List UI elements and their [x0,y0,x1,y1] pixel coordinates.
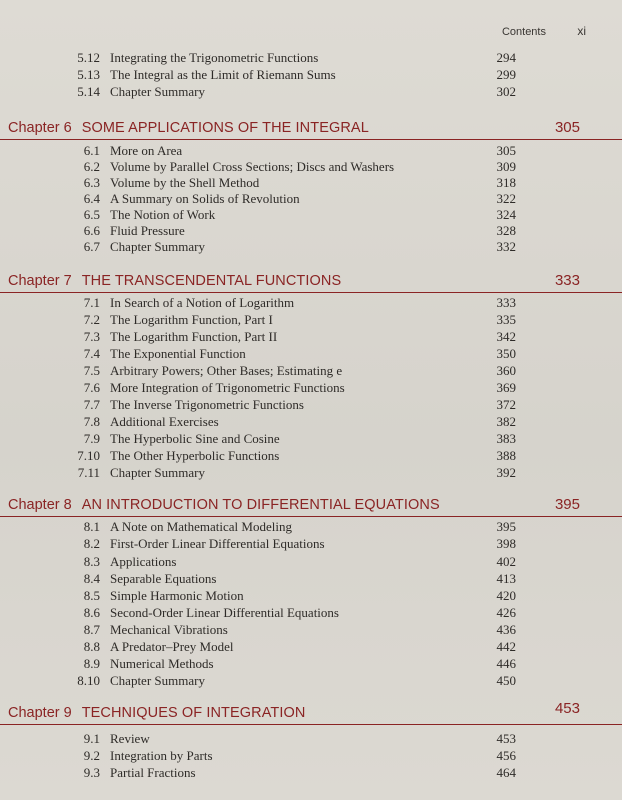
section-title: Additional Exercises [110,414,219,429]
toc-entry [0,536,622,552]
section-page: 392 [496,465,516,480]
section-page: 302 [496,84,516,99]
section-number: 7.1 [83,295,100,310]
section-title: Chapter Summary [110,673,205,688]
section-title: The Logarithm Function, Part II [110,329,278,344]
toc-entry [0,223,622,239]
chapter-label: Chapter 7 [8,273,72,289]
running-header-page-number: xi [577,24,586,38]
chapter-page: 453 [554,700,580,717]
section-title: The Notion of Work [110,207,216,222]
section-number: 5.13 [77,67,100,82]
section-page: 299 [496,67,516,82]
section-number: 7.8 [83,414,100,429]
chapter-title: AN INTRODUCTION TO DIFFERENTIAL EQUATIONS [81,497,440,513]
section-title: Separable Equations [110,571,217,586]
section-page: 342 [496,329,516,344]
section-page: 442 [496,639,516,654]
toc-entry [0,571,622,587]
section-number: 7.4 [83,346,100,361]
section-title: The Inverse Trigonometric Functions [110,397,304,412]
chapter-rule [0,516,622,518]
section-page: 335 [496,312,516,327]
section-page: 383 [496,431,516,446]
section-page: 420 [496,588,516,603]
section-title: The Hyperbolic Sine and Cosine [110,431,280,446]
chapter-title: THE TRANSCENDENTAL FUNCTIONS [81,273,342,289]
toc-entry [0,397,622,413]
toc-entry [0,588,622,604]
toc-entry [0,191,622,207]
section-title: Chapter Summary [110,239,205,254]
section-title: The Exponential Function [110,346,246,361]
section-page: 305 [496,143,516,158]
toc-entry [0,143,622,159]
section-title: More Integration of Trigonometric Functions [110,380,345,395]
section-title: In Search of a Notion of Logarithm [110,295,295,310]
section-number: 9.1 [83,731,100,746]
toc-entry [0,605,622,621]
section-page: 372 [496,397,516,412]
section-title: Chapter Summary [110,84,205,99]
section-number: 8.3 [83,554,100,569]
section-title: Review [110,731,150,746]
section-number: 9.3 [83,765,100,780]
section-title: The Logarithm Function, Part I [110,312,273,327]
toc-entry [0,519,622,535]
toc-entry [0,448,622,464]
section-page: 360 [496,363,516,378]
section-title: Partial Fractions [110,765,196,780]
chapter-heading [0,118,622,140]
section-number: 7.2 [83,312,100,327]
chapter-title: SOME APPLICATIONS OF THE INTEGRAL [81,120,369,136]
section-page: 309 [496,159,516,174]
chapter-rule [0,724,622,726]
section-number: 7.11 [77,465,100,480]
section-title: A Summary on Solids of Revolution [110,191,300,206]
section-page: 453 [496,731,516,746]
section-number: 7.9 [83,431,100,446]
section-page: 388 [496,448,516,463]
chapter-heading [0,700,622,725]
section-number: 8.8 [83,639,100,654]
toc-entry [0,731,622,747]
section-page: 322 [496,191,516,206]
section-page: 450 [496,673,516,688]
section-page: 402 [496,554,516,569]
section-page: 398 [496,536,516,551]
section-page: 413 [496,571,516,586]
toc-entry [0,50,622,66]
section-number: 8.10 [77,673,100,688]
chapter-label: Chapter 9 [8,705,72,721]
section-page: 395 [496,519,516,534]
section-title: More on Area [110,143,183,158]
section-page: 382 [496,414,516,429]
section-number: 7.6 [83,380,100,395]
chapter-page: 333 [554,272,580,289]
section-page: 333 [496,295,516,310]
section-number: 5.14 [77,84,100,99]
section-page: 369 [496,380,516,395]
section-number: 8.9 [83,656,100,671]
section-page: 332 [496,239,516,254]
section-number: 7.3 [83,329,100,344]
section-number: 6.6 [83,223,100,238]
section-number: 8.2 [83,536,100,551]
section-title: Volume by Parallel Cross Sections; Discs and Washers [110,159,395,174]
section-page: 328 [496,223,516,238]
section-page: 426 [496,605,516,620]
section-page: 350 [496,346,516,361]
section-number: 8.4 [83,571,100,586]
chapter-label: Chapter 6 [8,120,72,136]
section-title: A Predator–Prey Model [110,639,234,654]
toc-entry [0,312,622,328]
section-number: 8.6 [83,605,100,620]
toc-entry [0,346,622,362]
toc-entry [0,465,622,481]
section-number: 7.7 [83,397,100,412]
section-page: 436 [496,622,516,637]
section-page: 294 [496,50,516,65]
section-number: 9.2 [83,748,100,763]
toc-entry [0,622,622,638]
toc-entry [0,207,622,223]
toc-entry [0,159,622,175]
section-page: 456 [496,748,516,763]
section-page: 446 [496,656,516,671]
section-title: The Integral as the Limit of Riemann Sums [110,67,336,82]
section-number: 6.2 [83,159,100,174]
toc-entry [0,363,622,379]
section-number: 5.12 [77,50,100,65]
section-title: A Note on Mathematical Modeling [110,519,292,534]
toc-entry [0,329,622,345]
chapter-heading [0,271,622,293]
running-header [502,24,586,38]
toc-entry [0,656,622,672]
toc-entry [0,84,622,100]
toc-entry [0,414,622,430]
section-page: 324 [496,207,516,222]
section-number: 6.7 [83,239,100,254]
section-number: 7.10 [77,448,100,463]
section-title: Second-Order Linear Differential Equations [110,605,339,620]
section-page: 318 [496,175,516,190]
section-title: Numerical Methods [110,656,214,671]
section-number: 7.5 [83,363,100,378]
toc-entry [0,431,622,447]
chapter-label: Chapter 8 [8,497,72,513]
toc-entry [0,380,622,396]
section-title: Fluid Pressure [110,223,185,238]
toc-entry [0,67,622,83]
section-number: 6.3 [83,175,100,190]
section-title: The Other Hyperbolic Functions [110,448,280,463]
toc-entry [0,554,622,570]
section-title: First-Order Linear Differential Equations [110,536,325,551]
section-page: 464 [496,765,516,780]
section-number: 8.5 [83,588,100,603]
section-title: Simple Harmonic Motion [110,588,244,603]
section-title: Integration by Parts [110,748,213,763]
toc-entry [0,765,622,781]
running-header-section: Contents [501,26,546,38]
toc-entry [0,175,622,191]
toc-entry [0,673,622,689]
section-number: 6.4 [83,191,100,206]
section-number: 8.7 [83,622,100,637]
chapter-page: 305 [554,119,580,136]
chapter-rule [0,139,622,141]
section-number: 6.5 [83,207,100,222]
chapter-title: TECHNIQUES OF INTEGRATION [81,705,306,721]
section-title: Mechanical Vibrations [110,622,228,637]
section-title: Integrating the Trigonometric Functions [110,50,319,65]
section-title: Arbitrary Powers; Other Bases; Estimating e [110,363,343,378]
chapter-page: 395 [554,496,580,513]
section-number: 6.1 [83,143,100,158]
section-title: Applications [110,554,177,569]
toc-entry [0,748,622,764]
section-title: Volume by the Shell Method [110,175,260,190]
section-number: 8.1 [83,519,100,534]
toc-entry [0,639,622,655]
chapter-heading [0,495,622,517]
section-title: Chapter Summary [110,465,205,480]
chapter-rule [0,292,622,294]
toc-entry [0,295,622,311]
toc-entry [0,239,622,255]
